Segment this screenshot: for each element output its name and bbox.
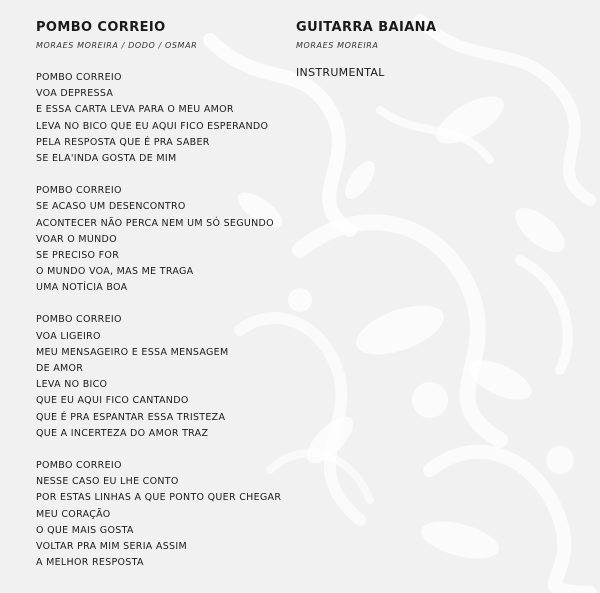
lyric-line: POMBO CORREIO <box>36 314 122 326</box>
lyric-line: VOLTAR PRA MIM SERIA ASSIM <box>36 540 187 552</box>
song-title: POMBO CORREIO <box>36 20 166 35</box>
lyric-line: SE PRECISO FOR <box>36 249 120 261</box>
lyric-line: POMBO CORREIO <box>36 459 122 471</box>
song-credits: MORAES MOREIRA <box>296 41 379 50</box>
stanza <box>36 458 281 571</box>
lyric-line: LEVA NO BICO QUE EU AQUI FICO ESPERANDO <box>36 120 269 132</box>
lyric-line: MEU MENSAGEIRO E ESSA MENSAGEM <box>36 346 229 358</box>
lyric-line: QUE É PRA ESPANTAR ESSA TRISTEZA <box>36 411 226 423</box>
stanza <box>36 70 281 167</box>
lyric-line: ACONTECER NÃO PERCA NEM UM SÓ SEGUNDO <box>36 217 274 229</box>
lyric-line: SE ELA'INDA GOSTA DE MIM <box>36 152 177 164</box>
lyric-line: A MELHOR RESPOSTA <box>36 557 144 569</box>
lyric-line: NESSE CASO EU LHE CONTO <box>36 476 179 488</box>
lyric-line: DE AMOR <box>36 363 84 374</box>
stanza <box>36 183 281 296</box>
lyric-line: E ESSA CARTA LEVA PARA O MEU AMOR <box>36 104 234 116</box>
lyric-line: VOAR O MUNDO <box>36 233 117 245</box>
lyric-line: POR ESTAS LINHAS A QUE PONTO QUER CHEGAR <box>36 492 282 504</box>
lyric-line: O MUNDO VOA, MAS ME TRAGA <box>36 266 194 278</box>
lyric-line: VOA DEPRESSA <box>36 88 114 100</box>
lyric-line: UMA NOTÍCIA BOA <box>36 282 128 294</box>
lyric-line: QUE A INCERTEZA DO AMOR TRAZ <box>36 427 209 439</box>
song-title: GUITARRA BAIANA <box>296 20 437 35</box>
lyric-line: PELA RESPOSTA QUE É PRA SABER <box>36 136 210 148</box>
lyric-line: POMBO CORREIO <box>36 185 122 197</box>
stanza <box>36 312 281 442</box>
lyric-line: POMBO CORREIO <box>36 72 122 83</box>
lyric-line: QUE EU AQUI FICO CANTANDO <box>36 395 189 407</box>
lyric-line: O QUE MAIS GOSTA <box>36 524 134 536</box>
instrumental-note: INSTRUMENTAL <box>296 66 385 79</box>
lyrics <box>36 70 281 587</box>
lyric-line: VOA LIGEIRO <box>36 330 101 342</box>
lyric-line: MEU CORAÇÃO <box>36 508 111 520</box>
lyric-line: SE ACASO UM DESENCONTRO <box>36 201 186 213</box>
lyric-line: LEVA NO BICO <box>36 379 108 391</box>
song-credits: MORAES MOREIRA / DODO / OSMAR <box>36 41 198 50</box>
